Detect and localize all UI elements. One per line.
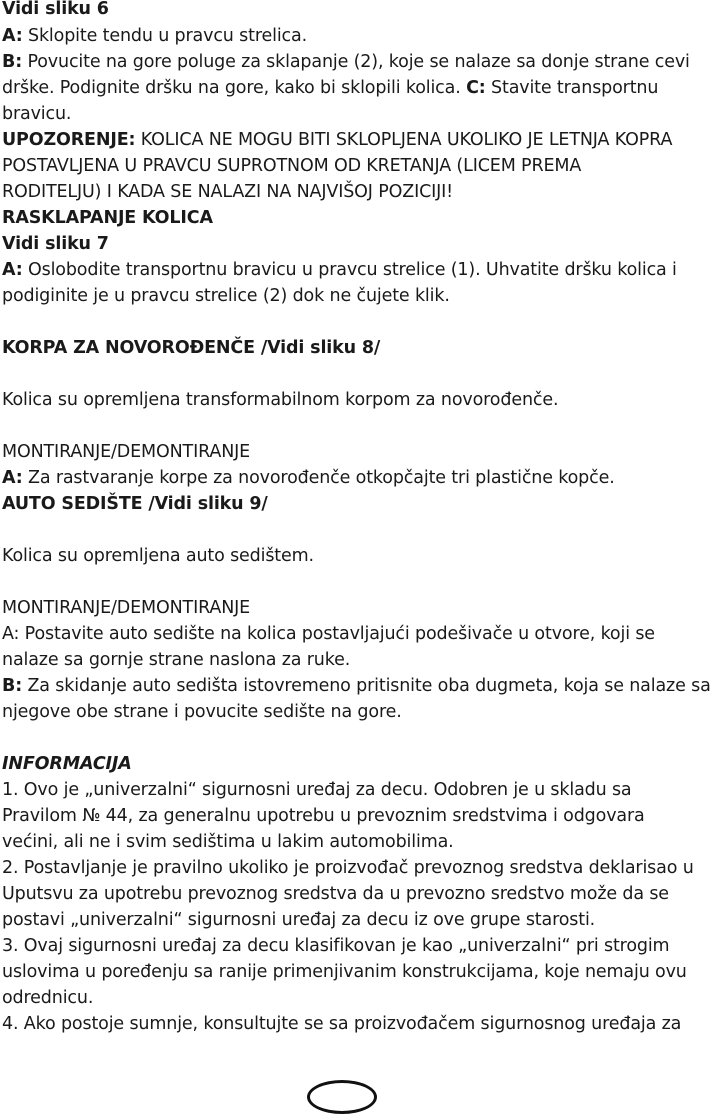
s6-warning-line-2: POSTAVLJENA U PRAVCU SUPROTNOM OD KRETANJA (LICEM PREMA bbox=[2, 156, 582, 176]
s6-step-a: A: Sklopite tendu u pravcu strelica. bbox=[2, 26, 307, 46]
s9-heading: AUTO SEDIŠTE /Vidi sliku 9/ bbox=[2, 494, 268, 514]
info-heading: INFORMACIJA bbox=[2, 754, 132, 774]
s8-heading: KORPA ZA NOVOROĐENČE /Vidi sliku 8/ bbox=[2, 338, 381, 358]
info-line: 4. Ako postoje sumnje, konsultujte se sa proizvođačem sigurnosnog uređaja za bbox=[2, 1014, 682, 1034]
s6-warning-line-3: RODITELJU) I KADA SE NALAZI NA NAJVIŠOJ POZICIJI! bbox=[2, 182, 454, 202]
s9-step-b: B: Za skidanje auto sedišta istovremeno pritisnite oba dugmeta, koja se nalaze sa bbox=[2, 676, 711, 696]
info-line: Pravilom № 44, za generalnu upotrebu u prevoznim sredstvima i odgovara bbox=[2, 806, 645, 826]
s8-step-a: A: Za rastvaranje korpe za novorođenče otkopčajte tri plastične kopče. bbox=[2, 468, 615, 488]
s9-step-a: A: Postavite auto sedište na kolica postavljajući podešivače u otvore, koji se bbox=[2, 624, 655, 644]
s6-step-c-cont: bravicu. bbox=[2, 104, 72, 124]
s9-subheading: MONTIRANJE/DEMONTIRANJE bbox=[2, 598, 251, 618]
info-line: Uputsvu za upotrebu prevoznog sredstva da u prevozno sredstvo može da se bbox=[2, 884, 669, 904]
info-line: 3. Ovaj sigurnosni uređaj za decu klasifikovan je kao „univerzalni“ pri strogim bbox=[2, 936, 670, 956]
s6-title: Vidi sliku 6 bbox=[2, 0, 109, 19]
info-line: 1. Ovo je „univerzalni“ sigurnosni uređaj za decu. Odobren je u skladu sa bbox=[2, 780, 632, 800]
s9-intro: Kolica su opremljena auto sedištem. bbox=[2, 546, 314, 566]
s6-warning: UPOZORENJE: KOLICA NE MOGU BITI SKLOPLJENA UKOLIKO JE LETNJA KOPRA bbox=[2, 130, 673, 150]
info-line: 2. Postavljanje je pravilno ukoliko je proizvođač prevoznog sredstva deklarisao u bbox=[2, 858, 694, 878]
s7-step-a-cont: podiginite je u pravcu strelice (2) dok ne čujete klik. bbox=[2, 286, 450, 306]
s9-step-a-cont: nalaze sa gornje strane naslona za ruke. bbox=[2, 650, 351, 670]
s7-title: Vidi sliku 7 bbox=[2, 234, 109, 254]
s6-step-b: B: Povucite na gore poluge za sklapanje (2), koje se nalaze sa donje strane cevi bbox=[2, 52, 690, 72]
s9-step-b-cont: njegove obe strane i povucite sedište na gore. bbox=[2, 702, 402, 722]
info-line: odrednicu. bbox=[2, 988, 94, 1008]
s7-heading: RASKLAPANJE KOLICA bbox=[2, 208, 213, 228]
s6-step-b-cont: drške. Podignite dršku na gore, kako bi sklopili kolica. C: Stavite transportnu bbox=[2, 78, 659, 98]
s7-step-a: A: Oslobodite transportnu bravicu u pravcu strelice (1). Uhvatite dršku kolica i bbox=[2, 260, 677, 280]
page-number-oval-icon bbox=[307, 1080, 377, 1114]
info-line: postavi „univerzalni“ sigurnosni uređaj za decu iz ove grupe starosti. bbox=[2, 910, 596, 930]
info-line: većini, ali ne i svim sedištima u lakim automobilima. bbox=[2, 832, 454, 852]
info-line: uslovima u poređenju sa ranije primenjivanim konstrukcijama, koje nemaju ovu bbox=[2, 962, 687, 982]
s8-intro: Kolica su opremljena transformabilnom korpom za novorođenče. bbox=[2, 390, 559, 410]
s8-subheading: MONTIRANJE/DEMONTIRANJE bbox=[2, 442, 251, 462]
